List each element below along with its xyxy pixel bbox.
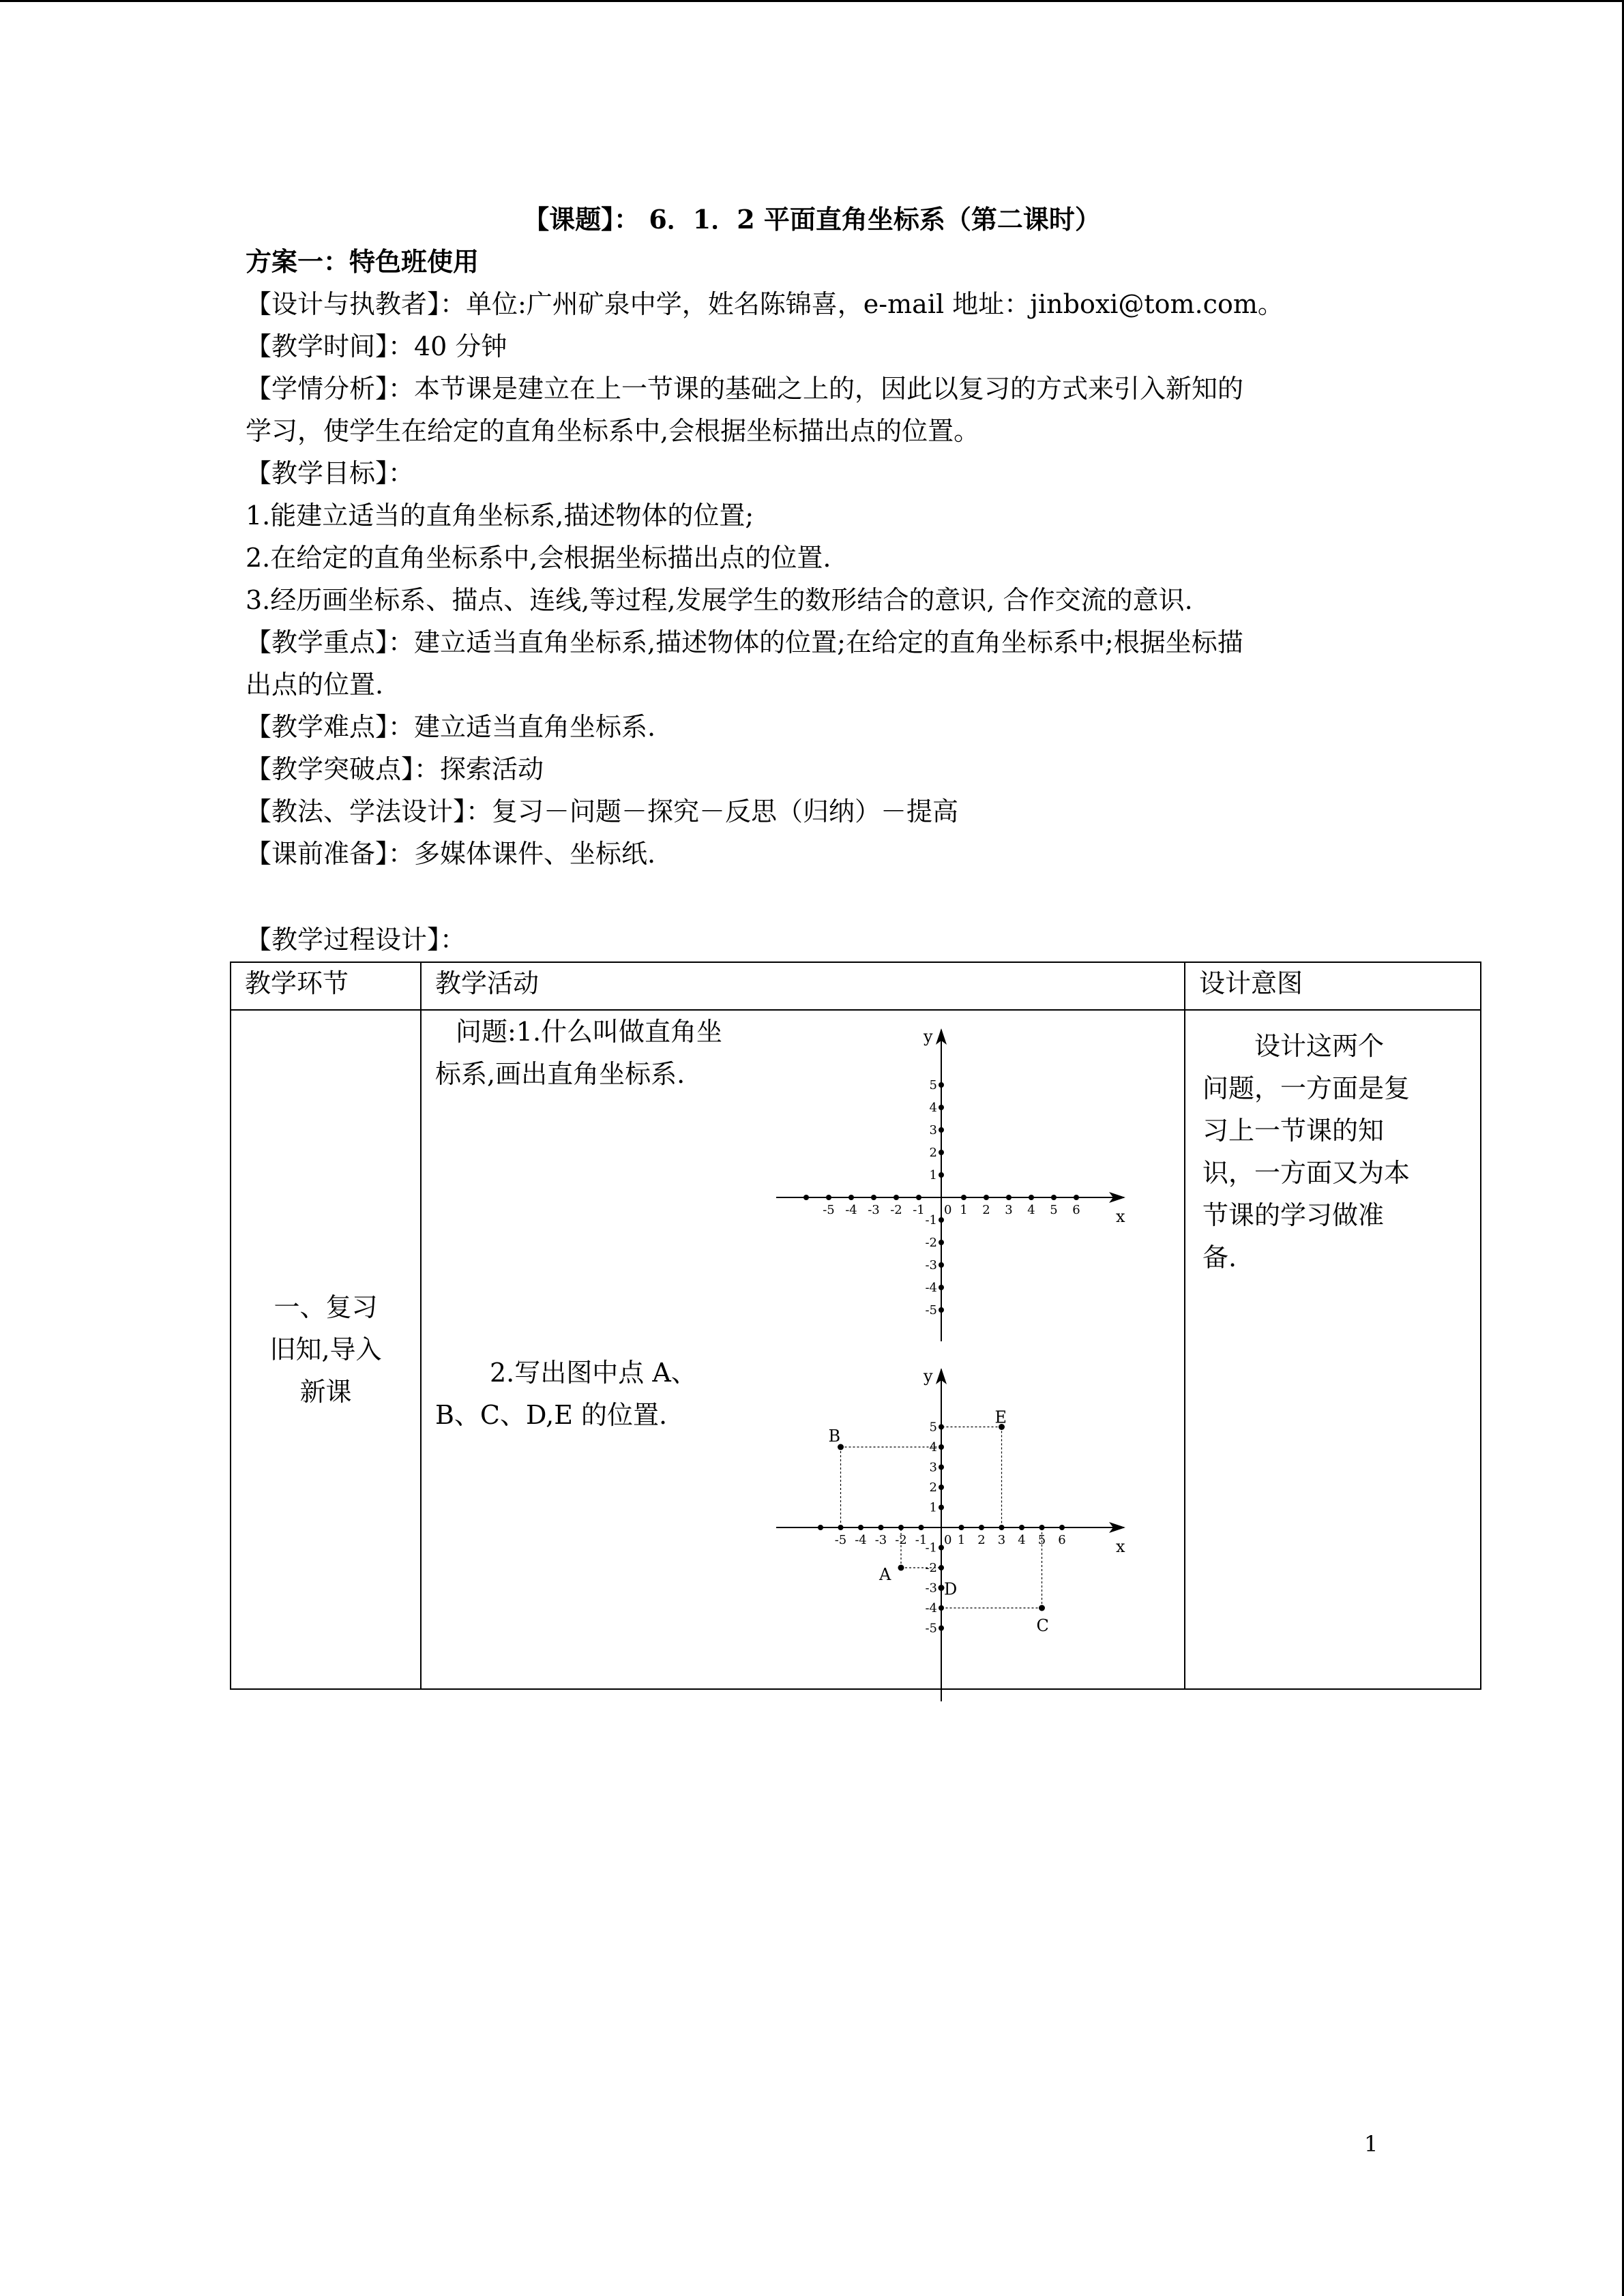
- table-row: [231, 1010, 1481, 1689]
- preparation: 【课前准备】：多媒体课件、坐标纸.: [246, 839, 656, 869]
- intent-line: 设计这两个: [1254, 1031, 1385, 1061]
- analysis-line-1: 【学情分析】：本节课是建立在上一节课的基础之上的，因此以复习的方式来引入新知的: [246, 374, 1244, 404]
- point-label: D: [944, 1579, 958, 1599]
- x-tick-dot: [1029, 1195, 1034, 1200]
- x-tick-dot: [961, 1195, 966, 1200]
- x-tick-label: 1: [957, 1533, 966, 1547]
- y-tick-dot: [939, 1626, 944, 1631]
- y-tick-dot: [939, 1262, 944, 1268]
- x-tick-label: -3: [874, 1533, 887, 1547]
- x-tick-label: 4: [1018, 1533, 1026, 1547]
- x-tick-label: 5: [1037, 1533, 1046, 1547]
- intent-line: 识，一方面又为本: [1202, 1158, 1411, 1188]
- header-activity: 教学活动: [421, 962, 1185, 1010]
- x-tick-dot: [803, 1195, 809, 1200]
- x-tick-label: -5: [823, 1203, 835, 1217]
- y-tick-dot: [939, 1465, 944, 1470]
- designer-info: 【设计与执教者】：单位:广州矿泉中学，姓名陈锦喜，e-mail 地址：jinboxi@tom.com。: [246, 289, 1284, 319]
- page-number: 1: [1364, 2131, 1378, 2157]
- plan-heading: 方案一：特色班使用: [246, 246, 479, 277]
- y-tick-label: 1: [929, 1168, 937, 1182]
- y-tick-label: -3: [925, 1258, 937, 1272]
- goal-3: 3.经历画坐标系、描点、连线,等过程,发展学生的数形结合的意识, 合作交流的意识.: [246, 585, 1193, 615]
- y-tick-label: 2: [929, 1480, 937, 1495]
- origin-label: 0: [944, 1203, 952, 1217]
- x-tick-label: -2: [895, 1533, 907, 1547]
- y-tick-dot: [939, 1105, 944, 1110]
- x-axis-label: x: [1116, 1537, 1125, 1556]
- stage-cell: [231, 1010, 421, 1689]
- point-label: A: [879, 1565, 891, 1584]
- x-tick-label: 4: [1027, 1203, 1035, 1217]
- point-label: E: [994, 1407, 1007, 1427]
- coordinate-graph-1: [776, 1024, 1131, 1345]
- y-tick-dot: [939, 1545, 944, 1551]
- point-label: C: [1036, 1616, 1049, 1635]
- y-tick-dot: [939, 1240, 944, 1245]
- y-tick-label: -4: [925, 1601, 937, 1615]
- x-tick-dot: [894, 1195, 899, 1200]
- y-tick-dot: [939, 1217, 944, 1223]
- goals-heading: 【教学目标】：: [246, 458, 415, 488]
- x-tick-label: 3: [1005, 1203, 1013, 1217]
- y-tick-dot: [939, 1285, 944, 1290]
- point-marker: [1039, 1605, 1045, 1611]
- intent-line: 习上一节课的知: [1202, 1116, 1385, 1146]
- point-label: B: [828, 1427, 841, 1446]
- y-tick-label: 3: [929, 1123, 937, 1137]
- x-tick-label: -4: [855, 1533, 867, 1547]
- goal-2: 2.在给定的直角坐标系中,会根据坐标描出点的位置.: [246, 543, 831, 573]
- x-tick-label: 6: [1058, 1533, 1066, 1547]
- x-tick-label: 2: [982, 1203, 990, 1217]
- y-tick-label: -1: [925, 1540, 937, 1555]
- intent-cell: [1185, 1010, 1481, 1689]
- y-tick-label: 3: [929, 1460, 937, 1475]
- y-axis-label: y: [924, 1367, 933, 1386]
- x-tick-dot: [1059, 1525, 1065, 1530]
- x-tick-dot: [979, 1525, 984, 1530]
- activity-cell: [421, 1010, 1185, 1689]
- process-table: [230, 961, 1481, 1690]
- intent-line: 节课的学习做准: [1202, 1200, 1385, 1230]
- y-tick-label: 2: [929, 1146, 937, 1160]
- header-stage: 教学环节: [231, 962, 421, 1010]
- y-tick-label: -2: [925, 1236, 937, 1250]
- x-tick-label: 2: [977, 1533, 986, 1547]
- x-tick-label: 1: [960, 1203, 968, 1217]
- question-1-line: 问题:1.什么叫做直角坐: [456, 1017, 723, 1047]
- x-tick-label: -3: [868, 1203, 880, 1217]
- x-tick-dot: [826, 1195, 831, 1200]
- y-axis-label: y: [924, 1027, 933, 1046]
- page-border-top: [0, 0, 1624, 2]
- y-tick-dot: [939, 1082, 944, 1088]
- y-tick-dot: [939, 1505, 944, 1510]
- x-tick-label: -5: [834, 1533, 847, 1547]
- question-2-line: 2.写出图中点 A、: [490, 1358, 697, 1388]
- x-tick-dot: [879, 1525, 884, 1530]
- stage-line: 新课: [299, 1377, 352, 1407]
- x-tick-dot: [919, 1525, 924, 1530]
- x-tick-label: -1: [915, 1533, 928, 1547]
- origin-label: 0: [944, 1533, 952, 1547]
- x-tick-dot: [1074, 1195, 1079, 1200]
- key-points-line-1: 【教学重点】：建立适当直角坐标系,描述物体的位置;在给定的直角坐标系中;根据坐标描: [246, 627, 1243, 657]
- analysis-line-2: 学习，使学生在给定的直角坐标系中,会根据坐标描出点的位置。: [246, 416, 980, 446]
- y-tick-dot: [939, 1485, 944, 1490]
- y-tick-label: -3: [925, 1581, 937, 1596]
- y-tick-label: 4: [929, 1101, 937, 1115]
- question-2-line: B、C、D,E 的位置.: [435, 1400, 668, 1430]
- x-tick-dot: [818, 1525, 823, 1530]
- y-tick-label: -5: [925, 1303, 937, 1317]
- table-header-row: [231, 962, 1481, 1010]
- x-tick-dot: [858, 1525, 863, 1530]
- y-tick-label: 5: [929, 1078, 937, 1092]
- stage-line: 旧知,导入: [269, 1335, 382, 1365]
- x-tick-label: 3: [997, 1533, 1006, 1547]
- x-tick-dot: [871, 1195, 876, 1200]
- x-tick-label: -2: [890, 1203, 902, 1217]
- x-tick-label: -1: [913, 1203, 925, 1217]
- intent-text: [1186, 1011, 1479, 1279]
- header-intent: 设计意图: [1185, 962, 1481, 1010]
- y-tick-dot: [939, 1150, 944, 1155]
- x-tick-dot: [959, 1525, 964, 1530]
- y-tick-label: -1: [925, 1213, 937, 1227]
- intent-line: 问题，一方面是复: [1202, 1073, 1411, 1103]
- x-tick-dot: [984, 1195, 989, 1200]
- breakthrough: 【教学突破点】：探索活动: [246, 754, 544, 784]
- x-tick-label: 5: [1050, 1203, 1058, 1217]
- y-tick-label: 4: [929, 1440, 937, 1455]
- intent-line: 备.: [1202, 1242, 1237, 1272]
- x-tick-label: -4: [845, 1203, 857, 1217]
- y-tick-label: 5: [929, 1420, 937, 1435]
- question-1-line: 标系,画出直角坐标系.: [435, 1059, 685, 1089]
- y-tick-dot: [939, 1172, 944, 1178]
- y-tick-dot: [939, 1307, 944, 1313]
- x-tick-dot: [916, 1195, 921, 1200]
- y-tick-label: -5: [925, 1621, 937, 1636]
- key-points-line-2: 出点的位置.: [246, 670, 384, 700]
- goal-1: 1.能建立适当的直角坐标系,描述物体的位置;: [246, 501, 754, 531]
- y-tick-dot: [939, 1127, 944, 1133]
- teaching-time: 【教学时间】：40 分钟: [246, 331, 507, 361]
- y-tick-label: -4: [925, 1281, 937, 1295]
- point-marker: [898, 1565, 904, 1571]
- x-tick-dot: [1006, 1195, 1012, 1200]
- y-tick-label: 1: [929, 1500, 937, 1515]
- coordinate-graph-2: [776, 1364, 1131, 1705]
- lesson-title: 【课题】： 6．1．2 平面直角坐标系（第二课时）: [523, 204, 1101, 235]
- process-heading: 【教学过程设计】：: [246, 925, 467, 955]
- difficulty: 【教学难点】：建立适当直角坐标系.: [246, 712, 656, 742]
- method: 【教法、学法设计】：复习－问题－探究－反思（归纳）－提高: [246, 796, 959, 826]
- x-tick-dot: [1051, 1195, 1057, 1200]
- x-tick-dot: [1019, 1525, 1024, 1530]
- x-tick-label: 6: [1072, 1203, 1080, 1217]
- stage-line: 一、复习: [274, 1292, 378, 1322]
- x-axis-label: x: [1116, 1207, 1125, 1226]
- x-tick-dot: [848, 1195, 854, 1200]
- y-tick-label: -2: [925, 1561, 937, 1575]
